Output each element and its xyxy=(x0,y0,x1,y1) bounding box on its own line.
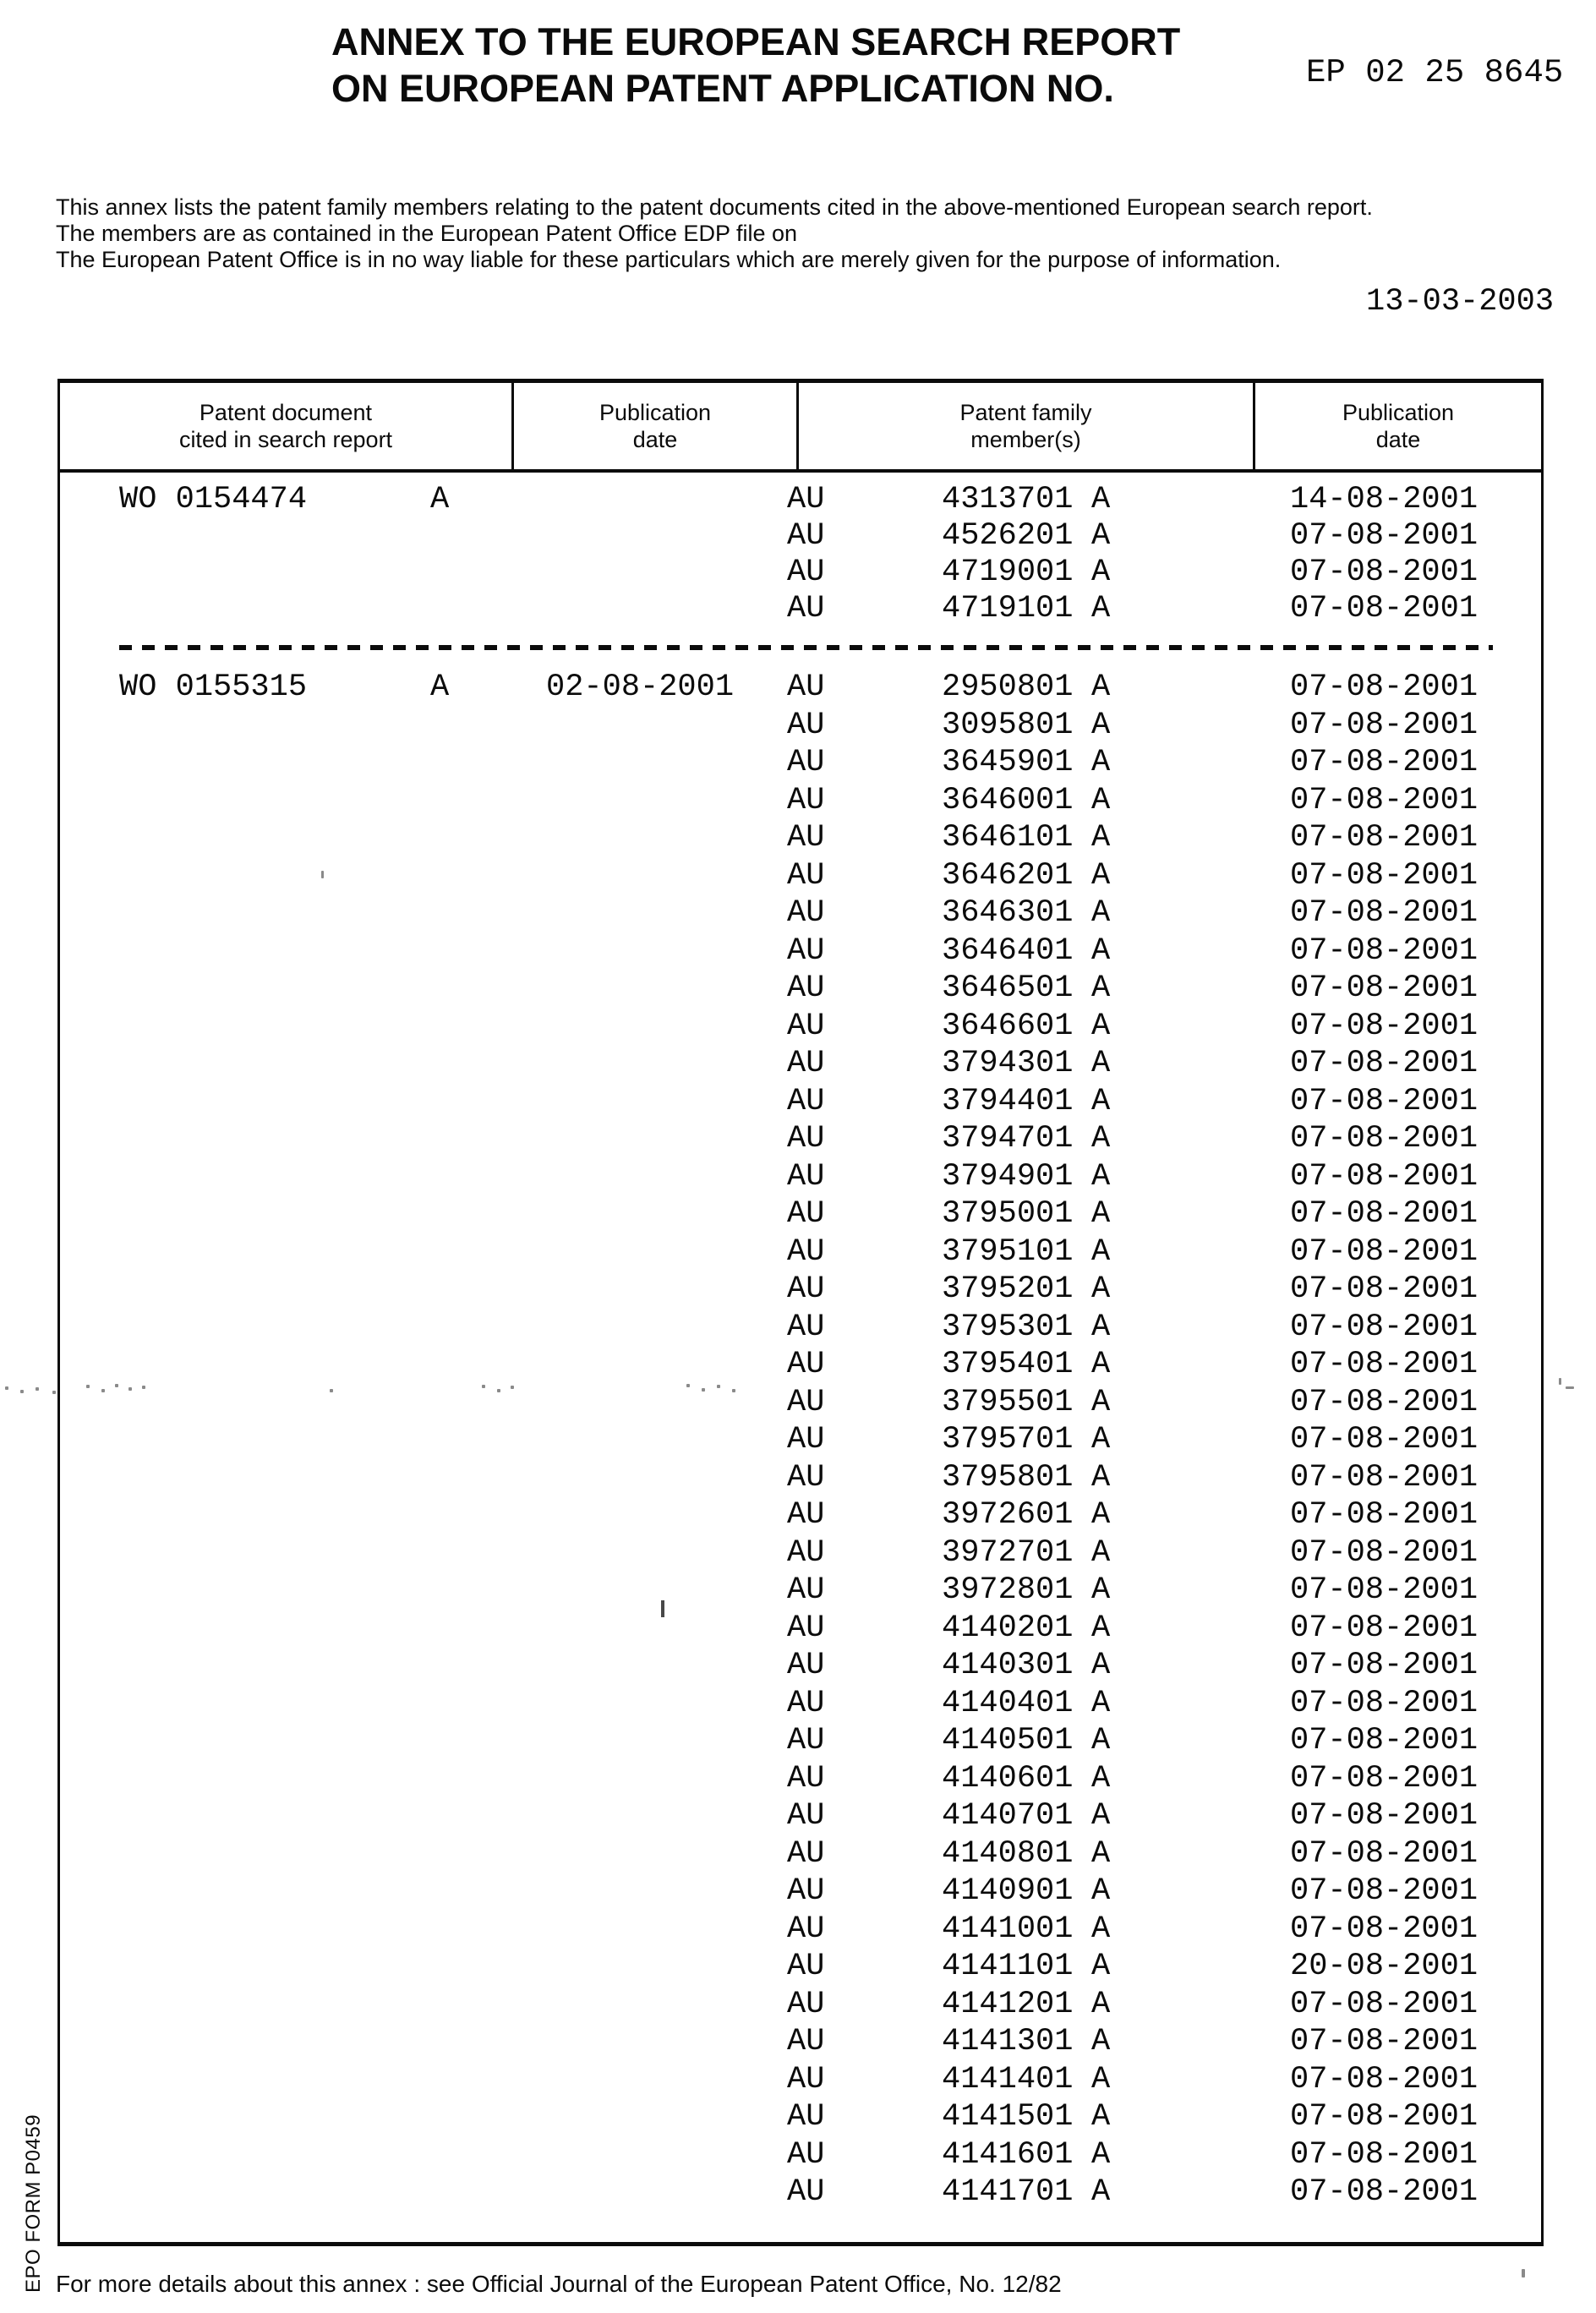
scan-artifact xyxy=(101,1389,105,1392)
family-country-code: AU xyxy=(787,745,825,780)
report-date: 13-03-2003 xyxy=(1366,284,1555,320)
family-member-number: 4719001 xyxy=(942,555,1074,590)
family-member-number: 4141501 xyxy=(942,2099,1074,2135)
family-member-kind: A xyxy=(1091,820,1111,856)
table-row xyxy=(60,1723,1541,1758)
table-row xyxy=(60,1686,1541,1721)
family-country-code: AU xyxy=(787,783,825,818)
cited-document-kind: A xyxy=(430,482,450,517)
family-member-kind: A xyxy=(1091,1987,1111,2022)
family-country-code: AU xyxy=(787,1610,825,1646)
family-country-code: AU xyxy=(787,2137,825,2173)
table-row xyxy=(60,2099,1541,2135)
family-publication-date: 07-08-2001 xyxy=(1290,1009,1478,1044)
table-row xyxy=(60,1121,1541,1156)
family-country-code: AU xyxy=(787,1798,825,1834)
family-member-number: 4140201 xyxy=(942,1610,1074,1646)
family-member-number: 2950801 xyxy=(942,670,1074,705)
family-member-number: 4141201 xyxy=(942,1987,1074,2022)
table-row xyxy=(60,1987,1541,2022)
family-member-number: 3646401 xyxy=(942,933,1074,969)
family-member-kind: A xyxy=(1091,2099,1111,2135)
family-member-number: 3972701 xyxy=(942,1535,1074,1571)
table-row xyxy=(60,1310,1541,1345)
cited-document: WO 0154474 xyxy=(119,482,308,517)
family-publication-date: 07-08-2001 xyxy=(1290,1648,1478,1683)
table-row xyxy=(60,482,1541,517)
family-member-kind: A xyxy=(1091,591,1111,626)
family-member-kind: A xyxy=(1091,2174,1111,2210)
table-body xyxy=(60,383,1541,2242)
family-publication-date: 07-08-2001 xyxy=(1290,1761,1478,1796)
family-member-number: 3646201 xyxy=(942,858,1074,894)
family-country-code: AU xyxy=(787,1234,825,1270)
family-country-code: AU xyxy=(787,518,825,554)
family-member-number: 4313701 xyxy=(942,482,1074,517)
family-member-kind: A xyxy=(1091,745,1111,780)
scan-artifact xyxy=(482,1385,485,1388)
family-publication-date: 07-08-2001 xyxy=(1290,1987,1478,2022)
family-publication-date: 07-08-2001 xyxy=(1290,895,1478,931)
cited-publication-date: 02-08-2001 xyxy=(546,670,735,705)
cited-document-kind: A xyxy=(430,670,450,705)
scan-artifact xyxy=(52,1391,56,1394)
family-country-code: AU xyxy=(787,1497,825,1533)
family-publication-date: 07-08-2001 xyxy=(1290,1497,1478,1533)
family-member-number: 3645901 xyxy=(942,745,1074,780)
family-member-kind: A xyxy=(1091,1572,1111,1608)
family-member-number: 3794901 xyxy=(942,1159,1074,1195)
family-member-kind: A xyxy=(1091,1234,1111,1270)
family-member-kind: A xyxy=(1091,1046,1111,1081)
family-member-kind: A xyxy=(1091,1385,1111,1420)
family-member-number: 4141301 xyxy=(942,2024,1074,2059)
family-publication-date: 07-08-2001 xyxy=(1290,933,1478,969)
family-country-code: AU xyxy=(787,858,825,894)
scan-artifact xyxy=(497,1389,500,1392)
table-row xyxy=(60,1422,1541,1457)
family-member-kind: A xyxy=(1091,1310,1111,1345)
family-country-code: AU xyxy=(787,1535,825,1571)
family-member-kind: A xyxy=(1091,555,1111,590)
scan-artifact xyxy=(330,1389,333,1392)
table-row xyxy=(60,745,1541,780)
family-country-code: AU xyxy=(787,555,825,590)
table-row xyxy=(60,1836,1541,1872)
table-row xyxy=(60,1949,1541,1984)
scan-artifact xyxy=(1559,1378,1561,1385)
table-row xyxy=(60,1610,1541,1646)
scan-artifact xyxy=(1566,1386,1574,1389)
page-title-line1: ANNEX TO THE EUROPEAN SEARCH REPORT xyxy=(331,20,1181,63)
family-publication-date: 07-08-2001 xyxy=(1290,1196,1478,1232)
family-member-number: 3972601 xyxy=(942,1497,1074,1533)
family-publication-date: 07-08-2001 xyxy=(1290,2174,1478,2210)
family-publication-date: 07-08-2001 xyxy=(1290,1310,1478,1345)
family-publication-date: 07-08-2001 xyxy=(1290,1686,1478,1721)
family-member-kind: A xyxy=(1091,2062,1111,2097)
family-publication-date: 07-08-2001 xyxy=(1290,708,1478,743)
table-row xyxy=(60,1798,1541,1834)
family-member-number: 4141001 xyxy=(942,1911,1074,1947)
family-member-number: 4141101 xyxy=(942,1949,1074,1984)
family-publication-date: 07-08-2001 xyxy=(1290,518,1478,554)
family-publication-date: 07-08-2001 xyxy=(1290,971,1478,1006)
family-publication-date: 07-08-2001 xyxy=(1290,1535,1478,1571)
table-row xyxy=(60,1873,1541,1909)
family-member-kind: A xyxy=(1091,1723,1111,1758)
table-row xyxy=(60,971,1541,1006)
family-country-code: AU xyxy=(787,1572,825,1608)
family-country-code: AU xyxy=(787,1196,825,1232)
family-publication-date: 07-08-2001 xyxy=(1290,2137,1478,2173)
family-publication-date: 07-08-2001 xyxy=(1290,1572,1478,1608)
scan-artifact xyxy=(128,1387,132,1391)
family-member-number: 3795701 xyxy=(942,1422,1074,1457)
page-title-line2: ON EUROPEAN PATENT APPLICATION NO. xyxy=(331,67,1114,110)
family-member-number: 4140301 xyxy=(942,1648,1074,1683)
family-country-code: AU xyxy=(787,1310,825,1345)
family-member-number: 3646301 xyxy=(942,895,1074,931)
family-country-code: AU xyxy=(787,1723,825,1758)
family-publication-date: 07-08-2001 xyxy=(1290,1159,1478,1195)
family-member-kind: A xyxy=(1091,1159,1111,1195)
table-row xyxy=(60,1046,1541,1081)
family-member-kind: A xyxy=(1091,1497,1111,1533)
scan-artifact xyxy=(115,1384,118,1387)
family-member-kind: A xyxy=(1091,1610,1111,1646)
family-publication-date: 07-08-2001 xyxy=(1290,820,1478,856)
table-row xyxy=(60,858,1541,894)
family-member-number: 3646001 xyxy=(942,783,1074,818)
family-member-kind: A xyxy=(1091,1271,1111,1307)
family-country-code: AU xyxy=(787,2024,825,2059)
family-country-code: AU xyxy=(787,1686,825,1721)
family-country-code: AU xyxy=(787,1271,825,1307)
family-member-number: 4141401 xyxy=(942,2062,1074,2097)
table-row xyxy=(60,2137,1541,2173)
footer-note: For more details about this annex : see Official Journal of the European Patent Office, No. 12/82 xyxy=(56,2271,1062,2297)
table-row xyxy=(60,1347,1541,1382)
family-member-number: 4140601 xyxy=(942,1761,1074,1796)
table-row xyxy=(60,1271,1541,1307)
family-country-code: AU xyxy=(787,1422,825,1457)
family-member-number: 3794701 xyxy=(942,1121,1074,1156)
table-row xyxy=(60,933,1541,969)
family-member-number: 4140701 xyxy=(942,1798,1074,1834)
family-country-code: AU xyxy=(787,1761,825,1796)
family-member-number: 3795201 xyxy=(942,1271,1074,1307)
family-country-code: AU xyxy=(787,1385,825,1420)
family-publication-date: 07-08-2001 xyxy=(1290,1084,1478,1119)
table-row xyxy=(60,2062,1541,2097)
family-member-number: 3646101 xyxy=(942,820,1074,856)
scan-artifact xyxy=(142,1386,145,1389)
table-row xyxy=(60,1385,1541,1420)
family-member-number: 3095801 xyxy=(942,708,1074,743)
family-country-code: AU xyxy=(787,1911,825,1947)
family-publication-date: 07-08-2001 xyxy=(1290,1723,1478,1758)
table-row xyxy=(60,1648,1541,1683)
application-number: EP 02 25 8645 xyxy=(1306,54,1564,91)
table-row xyxy=(60,1159,1541,1195)
family-member-number: 4140901 xyxy=(942,1873,1074,1909)
family-member-kind: A xyxy=(1091,1798,1111,1834)
intro-line3: The European Patent Office is in no way liable for these particulars which are merely given for the purpose of information. xyxy=(56,247,1282,272)
column-header-family-publication-date: Publication date xyxy=(1342,400,1455,452)
table-row xyxy=(60,895,1541,931)
scan-artifact xyxy=(1522,2269,1525,2277)
family-member-kind: A xyxy=(1091,1460,1111,1496)
table-row xyxy=(60,670,1541,705)
family-member-kind: A xyxy=(1091,2137,1111,2173)
table-row xyxy=(60,2024,1541,2059)
family-member-number: 3795401 xyxy=(942,1347,1074,1382)
family-country-code: AU xyxy=(787,2062,825,2097)
table-row xyxy=(60,820,1541,856)
family-member-number: 3646601 xyxy=(942,1009,1074,1044)
family-publication-date: 07-08-2001 xyxy=(1290,2099,1478,2135)
family-member-number: 3646501 xyxy=(942,971,1074,1006)
family-member-kind: A xyxy=(1091,1084,1111,1119)
column-header-publication-date: Publication date xyxy=(514,383,799,469)
family-member-kind: A xyxy=(1091,1196,1111,1232)
family-country-code: AU xyxy=(787,1460,825,1496)
family-member-number: 4141601 xyxy=(942,2137,1074,2173)
family-country-code: AU xyxy=(787,1121,825,1156)
family-member-kind: A xyxy=(1091,1911,1111,1947)
family-member-kind: A xyxy=(1091,1873,1111,1909)
family-country-code: AU xyxy=(787,1009,825,1044)
table-row xyxy=(60,783,1541,818)
family-publication-date: 07-08-2001 xyxy=(1290,555,1478,590)
family-publication-date: 07-08-2001 xyxy=(1290,1121,1478,1156)
family-member-kind: A xyxy=(1091,858,1111,894)
family-member-number: 4140801 xyxy=(942,1836,1074,1872)
table-row xyxy=(60,555,1541,590)
family-member-kind: A xyxy=(1091,518,1111,554)
family-country-code: AU xyxy=(787,1347,825,1382)
scan-artifact xyxy=(321,871,324,878)
family-country-code: AU xyxy=(787,1159,825,1195)
scan-artifact xyxy=(732,1389,735,1392)
family-member-number: 4140501 xyxy=(942,1723,1074,1758)
scan-artifact xyxy=(36,1387,39,1391)
table-row xyxy=(60,1761,1541,1796)
block-separator xyxy=(119,645,1493,650)
family-member-kind: A xyxy=(1091,1648,1111,1683)
family-publication-date: 07-08-2001 xyxy=(1290,1385,1478,1420)
scan-artifact xyxy=(20,1390,24,1393)
table-row xyxy=(60,1009,1541,1044)
family-country-code: AU xyxy=(787,2099,825,2135)
family-member-kind: A xyxy=(1091,895,1111,931)
family-country-code: AU xyxy=(787,1987,825,2022)
scan-artifact xyxy=(86,1385,90,1388)
column-header-cited-document: Patent document cited in search report xyxy=(60,383,514,469)
family-country-code: AU xyxy=(787,591,825,626)
family-member-number: 3794401 xyxy=(942,1084,1074,1119)
table-row xyxy=(60,1234,1541,1270)
family-publication-date: 07-08-2001 xyxy=(1290,2062,1478,2097)
family-publication-date: 07-08-2001 xyxy=(1290,1836,1478,1872)
family-publication-date: 07-08-2001 xyxy=(1290,591,1478,626)
intro-line1: This annex lists the patent family members relating to the patent documents cited in the above-mentioned European search report. xyxy=(56,194,1373,220)
family-member-kind: A xyxy=(1091,708,1111,743)
table-row xyxy=(60,2174,1541,2210)
family-publication-date: 07-08-2001 xyxy=(1290,1347,1478,1382)
family-member-number: 4140401 xyxy=(942,1686,1074,1721)
family-country-code: AU xyxy=(787,708,825,743)
scan-artifact xyxy=(5,1386,8,1390)
table-row xyxy=(60,1572,1541,1608)
family-member-kind: A xyxy=(1091,1009,1111,1044)
family-member-kind: A xyxy=(1091,670,1111,705)
scan-artifact xyxy=(686,1384,690,1387)
column-header-patent-family: Patent family member(s) xyxy=(799,383,1255,469)
table-row xyxy=(60,518,1541,554)
family-member-kind: A xyxy=(1091,933,1111,969)
family-member-kind: A xyxy=(1091,1121,1111,1156)
family-member-kind: A xyxy=(1091,1761,1111,1796)
family-member-kind: A xyxy=(1091,2024,1111,2059)
family-publication-date: 07-08-2001 xyxy=(1290,1422,1478,1457)
scan-artifact xyxy=(511,1386,514,1389)
family-country-code: AU xyxy=(787,1949,825,1984)
family-member-number: 3795801 xyxy=(942,1460,1074,1496)
family-publication-date: 07-08-2001 xyxy=(1290,1873,1478,1909)
family-member-number: 3795501 xyxy=(942,1385,1074,1420)
family-member-number: 4719101 xyxy=(942,591,1074,626)
family-member-kind: A xyxy=(1091,1836,1111,1872)
family-country-code: AU xyxy=(787,1648,825,1683)
family-country-code: AU xyxy=(787,482,825,517)
family-member-kind: A xyxy=(1091,971,1111,1006)
family-country-code: AU xyxy=(787,1873,825,1909)
family-country-code: AU xyxy=(787,2174,825,2210)
family-member-number: 3795101 xyxy=(942,1234,1074,1270)
family-publication-date: 07-08-2001 xyxy=(1290,783,1478,818)
family-country-code: AU xyxy=(787,670,825,705)
family-member-kind: A xyxy=(1091,1949,1111,1984)
family-publication-date: 07-08-2001 xyxy=(1290,1911,1478,1947)
family-country-code: AU xyxy=(787,971,825,1006)
family-country-code: AU xyxy=(787,1084,825,1119)
table-row xyxy=(60,591,1541,626)
family-publication-date: 07-08-2001 xyxy=(1290,1271,1478,1307)
table-row xyxy=(60,1535,1541,1571)
family-member-kind: A xyxy=(1091,1422,1111,1457)
family-member-kind: A xyxy=(1091,1686,1111,1721)
table-row xyxy=(60,1084,1541,1119)
family-member-number: 3972801 xyxy=(942,1572,1074,1608)
family-publication-date: 20-08-2001 xyxy=(1290,1949,1478,1984)
family-member-kind: A xyxy=(1091,783,1111,818)
family-publication-date: 07-08-2001 xyxy=(1290,1798,1478,1834)
table-row xyxy=(60,1196,1541,1232)
intro-paragraph xyxy=(56,194,1373,273)
family-publication-date: 07-08-2001 xyxy=(1290,1460,1478,1496)
family-publication-date: 07-08-2001 xyxy=(1290,1046,1478,1081)
family-publication-date: 07-08-2001 xyxy=(1290,1234,1478,1270)
family-publication-date: 07-08-2001 xyxy=(1290,2024,1478,2059)
family-member-kind: A xyxy=(1091,1535,1111,1571)
table-row xyxy=(60,708,1541,743)
cited-document: WO 0155315 xyxy=(119,670,308,705)
family-member-number: 4141701 xyxy=(942,2174,1074,2210)
page-title xyxy=(331,19,1180,112)
family-country-code: AU xyxy=(787,1046,825,1081)
family-member-number: 3794301 xyxy=(942,1046,1074,1081)
family-publication-date: 14-08-2001 xyxy=(1290,482,1478,517)
family-member-kind: A xyxy=(1091,482,1111,517)
scan-artifact xyxy=(702,1388,705,1392)
family-member-number: 3795301 xyxy=(942,1310,1074,1345)
family-publication-date: 07-08-2001 xyxy=(1290,858,1478,894)
family-member-kind: A xyxy=(1091,1347,1111,1382)
family-publication-date: 07-08-2001 xyxy=(1290,745,1478,780)
table-row xyxy=(60,1497,1541,1533)
epo-form-label: EPO FORM P0459 xyxy=(22,2113,45,2293)
scan-artifact xyxy=(661,1600,664,1617)
family-country-code: AU xyxy=(787,820,825,856)
table-row xyxy=(60,1460,1541,1496)
patent-family-table xyxy=(57,379,1544,2246)
family-publication-date: 07-08-2001 xyxy=(1290,670,1478,705)
family-country-code: AU xyxy=(787,895,825,931)
family-country-code: AU xyxy=(787,1836,825,1872)
family-member-number: 4526201 xyxy=(942,518,1074,554)
table-row xyxy=(60,1911,1541,1947)
scan-artifact xyxy=(717,1385,720,1388)
family-country-code: AU xyxy=(787,933,825,969)
intro-line2: The members are as contained in the European Patent Office EDP file on xyxy=(56,221,798,246)
family-member-number: 3795001 xyxy=(942,1196,1074,1232)
family-publication-date: 07-08-2001 xyxy=(1290,1610,1478,1646)
